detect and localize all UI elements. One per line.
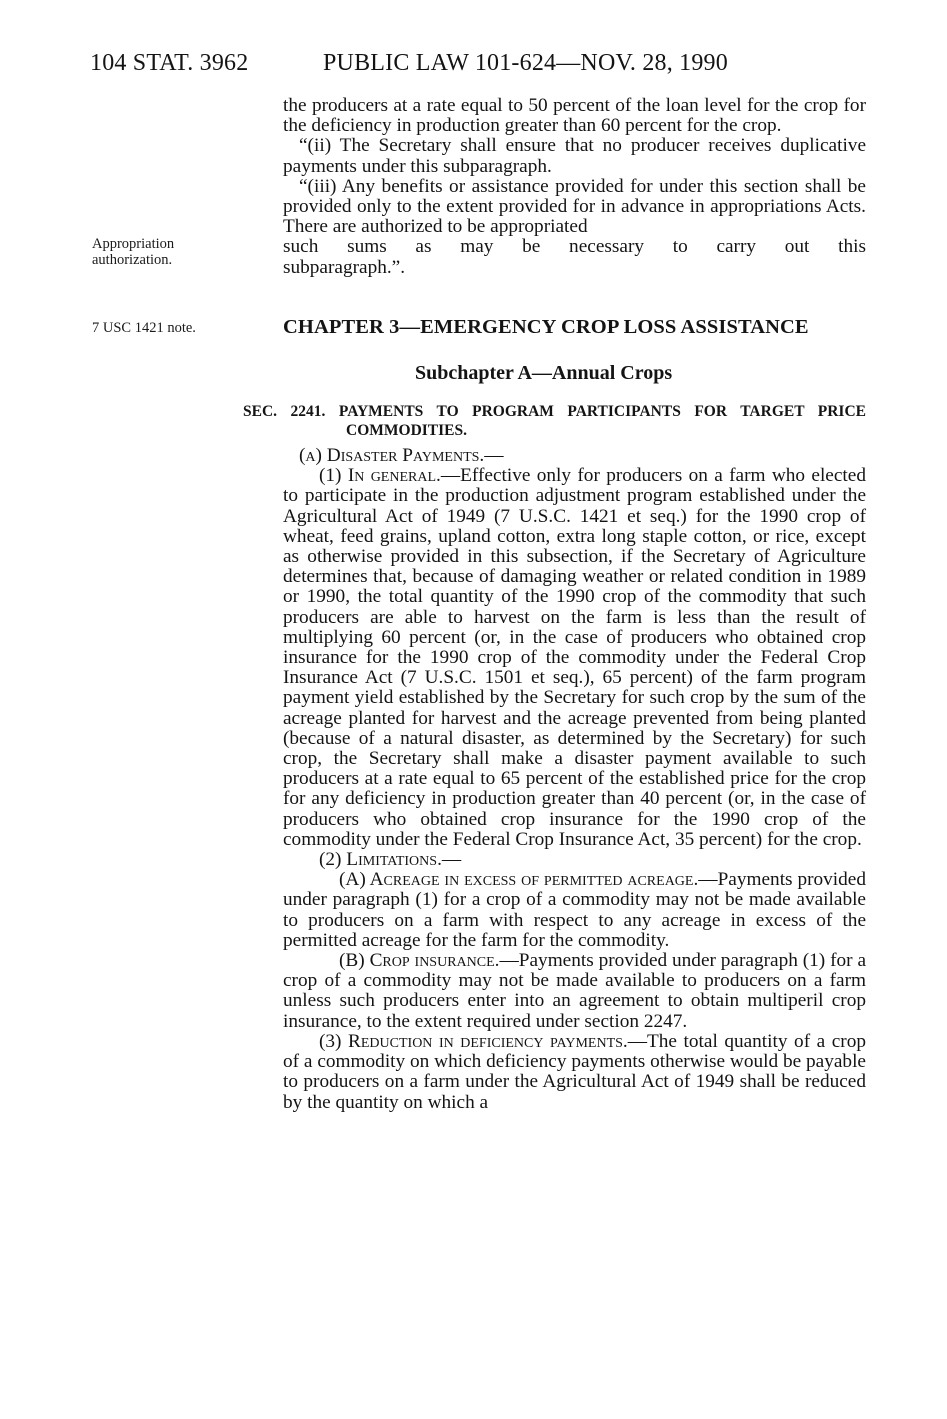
chapter-heading: CHAPTER 3—EMERGENCY CROP LOSS ASSISTANCE	[283, 316, 809, 338]
subparagraph-a-body: —Payments provided under paragraph (1) for a crop of a commodity may not be made available to producers on a farm with respect to any acreage in excess of the permitted acreage for the farm for the commodity.	[283, 869, 866, 951]
paragraph-1-heading: (1) In general.	[319, 465, 441, 487]
subsection-title: (a) Disaster Payments.—	[299, 445, 504, 466]
paragraph-continuation: the producers at a rate equal to 50 percent of the loan level for the crop for the deficiency in production greater than 60 percent for the crop.	[283, 95, 866, 137]
paragraph-3	[283, 1032, 866, 1113]
section-heading-line: SEC. 2241. PAYMENTS TO PROGRAM PARTICIPANTS FOR TARGET PRICE	[243, 403, 866, 420]
page-stat-citation: 104 STAT. 3962	[90, 50, 249, 76]
subsection-a	[283, 446, 866, 1113]
paragraph-iii-line: such sums as may be necessary to carry out this	[283, 236, 866, 258]
paragraph-iii-end: subparagraph.”.	[283, 256, 406, 278]
paragraph-2	[283, 850, 866, 870]
section-heading-line: COMMODITIES.	[346, 422, 467, 439]
paragraph-1-body: —Effective only for producers on a farm who elected to participate in the production adjustment program established under the Agricultural Act of 1949 (7 U.S.C. 1421 et seq.) for the 1990 crop of wheat, feed grains, upland cotton, extra long staple cotton, or rice, except as otherwise provided in this subsection, if the Secretary of Agriculture determines that, because of damaging weather or related condition in 1989 or 1990, the total quantity of the 1990 crop of the commodity that such producers are able to harvest on the farm is less than the result of multiplying 60 percent (or, in the case of producers who obtained crop insurance for the 1990 crop of the commodity under the Federal Crop Insurance Act (7 U.S.C. 1501 et seq.), 65 percent) of the farm program payment yield established by the Secretary for such crop by the sum of the acreage planted for harvest and the acreage prevented from being planted (because of a natural disaster, as determined by the Secretary) for such crop, the Secretary shall make a disaster payment available to such producers at a rate equal to 65 percent of the established price for the crop for any deficiency in production greater than 40 percent (or, in the case of producers who obtained crop insurance for the 1990 crop of the commodity under the Federal Crop Insurance Act, 35 percent) for the crop.	[283, 465, 866, 850]
subparagraph-b-body: —Payments provided under paragraph (1) for a crop of a commodity may not be made available to producers on a farm unless such producers enter into an agreement to obtain multiperil crop insurance, to the extent required under section 2247.	[283, 950, 866, 1032]
paragraph-ii: “(ii) The Secretary shall ensure that no producer receives duplicative payments under this subparagraph.	[283, 135, 866, 177]
page-running-head: PUBLIC LAW 101-624—NOV. 28, 1990	[323, 50, 728, 76]
subsection-a-heading	[283, 446, 866, 466]
subparagraph-b-heading: (B) Crop insurance.	[339, 950, 500, 972]
continued-text-block	[283, 96, 866, 278]
paragraph-3-heading: (3) Reduction in deficiency payments.	[319, 1030, 628, 1052]
paragraph-1	[283, 466, 866, 850]
section-heading	[243, 402, 866, 440]
paragraph-2-heading: (2) Limitations.—	[319, 849, 462, 871]
subchapter-heading: Subchapter A—Annual Crops	[415, 362, 673, 384]
margin-note-usc: 7 USC 1421 note.	[92, 320, 196, 336]
subparagraph-a-heading: (A) Acreage in excess of permitted acreage.	[339, 869, 699, 891]
paragraph-iii: “(iii) Any benefits or assistance provided for under this section shall be provided only to the extent provided for in advance in appropriations Acts. There are authorized to be appropriated	[283, 175, 866, 238]
paragraph-3-body: —The total quantity of a crop of a commodity on which deficiency payments otherwise would be payable to producers on a farm under the Agricultural Act of 1949 shall be reduced by the quantity on which a	[283, 1030, 867, 1113]
margin-note-line: authorization.	[92, 252, 173, 268]
subparagraph-b	[283, 951, 866, 1032]
subparagraph-a	[283, 870, 866, 951]
margin-note-appropriation	[92, 236, 174, 268]
margin-note-line: Appropriation	[92, 236, 175, 252]
